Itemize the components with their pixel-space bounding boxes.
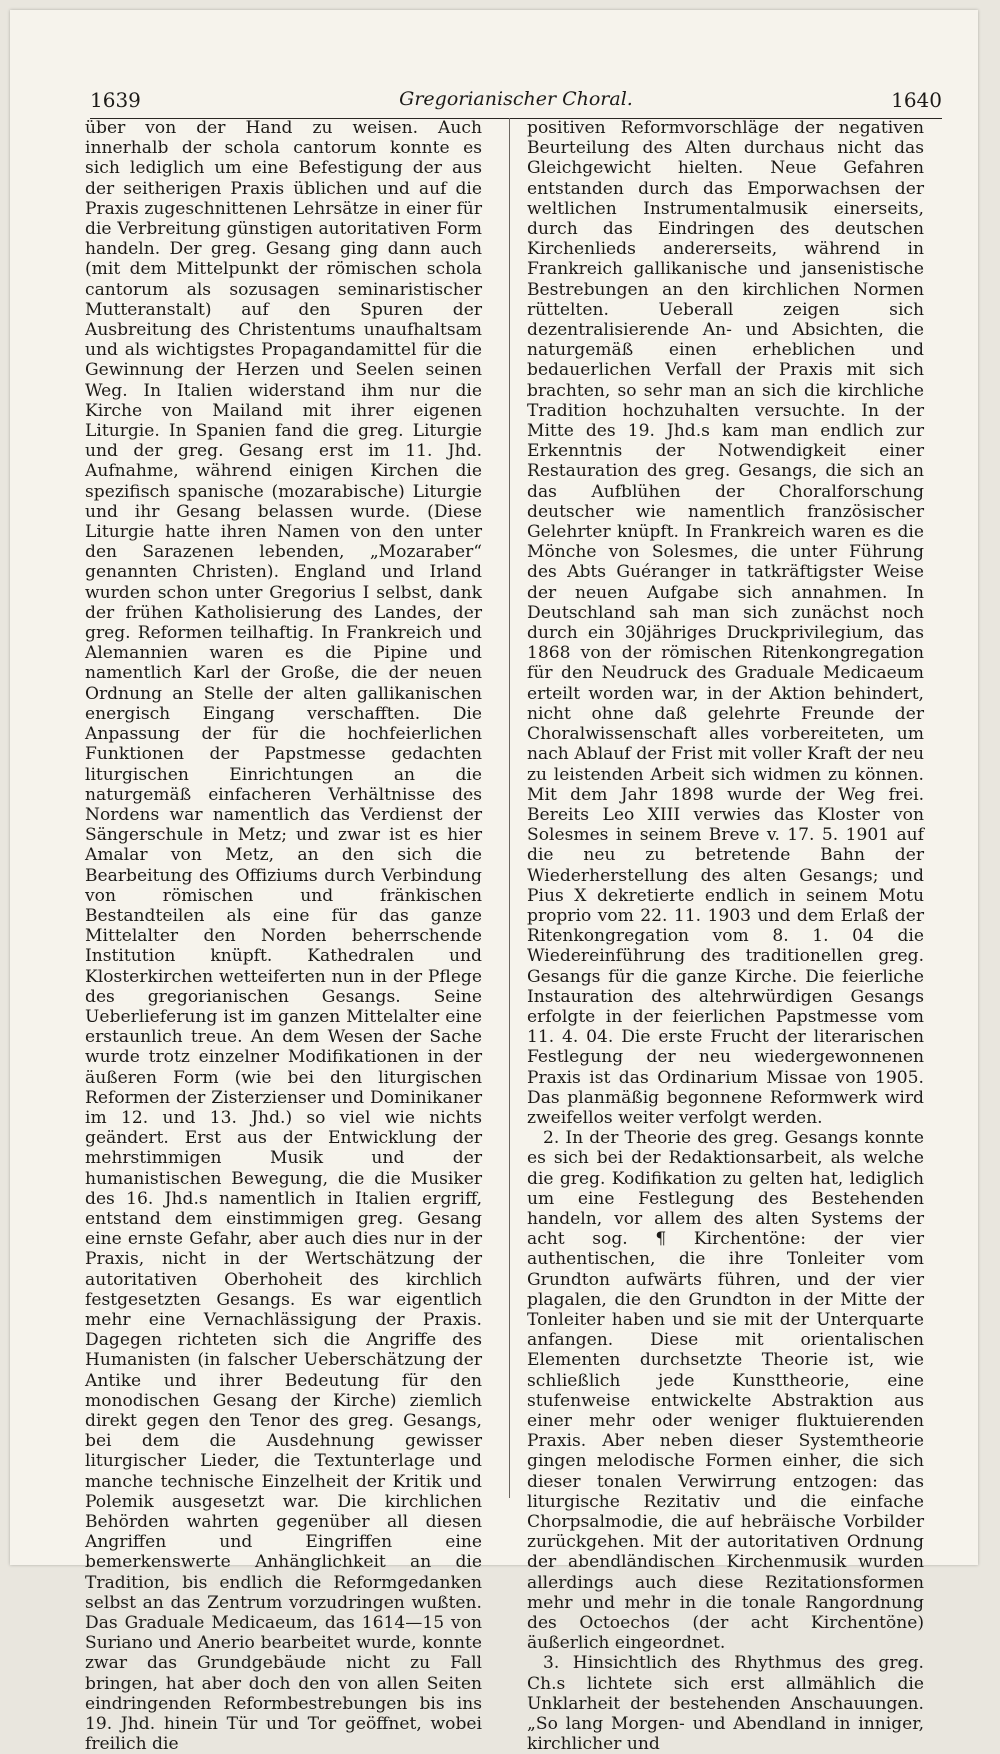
paragraph: positiven Reformvorschläge der negativen Beurteilung des Alten durchaus nicht das Gleichgewicht hielten. Neue Gefahren entstanden durch das Emporwachsen der weltlichen Instrumentalmusik einerseits, durch das Eindringen des deutschen Kirchenlieds andererseits, während in Frankreich gallikanische und jansenistische Bestrebungen an den kirchlichen Normen rüttelten. Ueberall zeigen sich dezentralisierende An- und Absichten, die naturgemäß einen erheblichen und bedauerlichen Verfall der Praxis mit sich brachten, so sehr man an sich die kirchliche Tradition hochzuhalten versuchte. In der Mitte des 19. Jhd.s kam man endlich zur Erkenntnis der Notwendigkeit einer Restauration des greg. Gesangs, die sich an das Aufblühen der Choralforschung deutscher wie namentlich französischer Gelehrter knüpft. In Frankreich waren es die Mönche von Solesmes, die unter Führung des Abts Guéranger in tatkräftigster Weise der neuen Aufgabe sich annahmen. In Deutschland sah man sich zunächst noch durch ein 30jähriges Druckprivilegium, das 1868 von der römischen Ritenkongregation für den Neudruck des Graduale Medicaeum erteilt worden war, in der Aktion behindert, nicht ohne daß gelehrte Freunde der Choralwissenschaft alles vorbereiteten, um nach Ablauf der Frist mit voller Kraft der neu zu leistenden Arbeit sich widmen zu können. Mit dem Jahr 1898 wurde der Weg frei. Bereits Leo XIII verwies das Kloster von Solesmes in seinem Breve v. 17. 5. 1901 auf die neu zu betretende Bahn der Wiederherstellung des alten Gesangs; und Pius X dekretierte endlich in seinem Motu proprio vom 22. 11. 1903 und dem Erlaß der Ritenkongregation vom 8. 1. 04 die Wiedereinführung des traditionellen greg. Gesangs für die ganze Kirche. Die feierliche Instauration des altehrwürdigen Gesangs erfolgte in der feierlichen Papstmesse vom 11. 4. 04. Die erste Frucht der literarischen Festlegung der neu wiedergewonnenen Praxis ist das Ordinarium Missae von 1905. Das planmäßig begonnene Reformwerk wird zweifellos weiter verfolgt werden. bbox=[527, 118, 924, 1128]
page-number-right: 1640 bbox=[891, 88, 942, 112]
paragraph: 2. In der Theorie des greg. Gesangs konnte es sich bei der Redaktionsarbeit, als welche die greg. Kodifikation zu gelten hat, lediglich um eine Festlegung des Bestehenden handeln, vor allem des alten Systems der acht sog. ¶ Kirchentöne: der vier authentischen, die ihre Tonleiter vom Grundton aufwärts führen, und der vier plagalen, die den Grundton in der Mitte der Tonleiter haben und sie mit der Unterquarte anfangen. Diese mit orientalischen Elementen durchsetzte Theorie ist, wie schließlich jede Kunsttheorie, eine stufenweise entwickelte Abstraktion aus einer mehr oder weniger fluktuierenden Praxis. Aber neben dieser Systemtheorie gingen melodische Formen einher, die sich dieser tonalen Verwirrung entzogen: das liturgische Rezitativ und die einfache Chorpsalmodie, die auf hebräische Vorbilder zurückgehen. Mit der autoritativen Ordnung der abendländischen Kirchenmusik wurden allerdings auch diese Rezitationsformen mehr und mehr in die tonale Rangordnung des Octoechos (der acht Kirchentöne) äußerlich eingeordnet. bbox=[527, 1128, 924, 1654]
page-header bbox=[90, 82, 942, 119]
left-text-column bbox=[85, 118, 482, 1754]
paragraph: 3. Hinsichtlich des Rhythmus des greg. Ch.s lichtete sich erst allmählich die Unklarheit der bestehenden Anschauungen. „So lang Morgen- und Abendland in inniger, kirchlicher und bbox=[527, 1653, 924, 1754]
paragraph: über von der Hand zu weisen. Auch innerhalb der schola cantorum konnte es sich lediglich um eine Befestigung der aus der seitherigen Praxis üblichen und auf die Praxis zugeschnittenen Lehrsätze in einer für die Verbreitung günstigen autoritativen Form handeln. Der greg. Gesang ging dann auch (mit dem Mittelpunkt der römischen schola cantorum als sozusagen seminaristischer Mutteranstalt) auf den Spuren der Ausbreitung des Christentums unaufhaltsam und als wichtigstes Propagandamittel für die Gewinnung der Herzen und Seelen seinen Weg. In Italien widerstand ihm nur die Kirche von Mailand mit ihrer eigenen Liturgie. In Spanien fand die greg. Liturgie und der greg. Gesang erst im 11. Jhd. Aufnahme, während einigen Kirchen die spezifisch spanische (mozarabische) Liturgie und ihr Gesang belassen wurde. (Diese Liturgie hatte ihren Namen von den unter den Sarazenen lebenden, „Mozaraber“ genannten Christen). England und Irland wurden schon unter Gregorius I selbst, dank der frühen Katholisierung des Landes, der greg. Reformen teilhaftig. In Frankreich und Alemannien waren es die Pipine und namentlich Karl der Große, die der neuen Ordnung an Stelle der alten gallikanischen energisch Eingang verschafften. Die Anpassung der für die hochfeierlichen Funktionen der Papstmesse gedachten liturgischen Einrichtungen an die naturgemäß einfacheren Verhältnisse des Nordens war namentlich das Verdienst der Sängerschule in Metz; und zwar ist es hier Amalar von Metz, an den sich die Bearbeitung des Offiziums durch Verbindung von römischen und fränkischen Bestandteilen als eine für das ganze Mittelalter den Norden beherrschende Institution knüpft. Kathedralen und Klosterkirchen wetteiferten nun in der Pflege des gregorianischen Gesangs. Seine Ueberlieferung ist im ganzen Mittelalter eine erstaunlich treue. An dem Wesen der Sache wurde trotz einzelner Modifikationen in der äußeren Form (wie bei den liturgischen Reformen der Zisterzienser und Dominikaner im 12. und 13. Jhd.) so viel wie nichts geändert. Erst aus der Entwicklung der mehrstimmigen Musik und der humanistischen Bewegung, die die Musiker des 16. Jhd.s namentlich in Italien ergriff, entstand dem einstimmigen greg. Gesang eine ernste Gefahr, aber auch dies nur in der Praxis, nicht in der Wertschätzung der autoritativen Oberhoheit des kirchlich festgesetzten Gesangs. Es war eigentlich mehr eine Vernachlässigung der Praxis. Dagegen richteten sich die Angriffe des Humanisten (in falscher Ueberschätzung der Antike und ihrer Bedeutung für den monodischen Gesang der Kirche) ziemlich direkt gegen den Tenor des greg. Gesangs, bei dem die Ausdehnung gewisser liturgischer Lieder, die Textunterlage und manche technische Einzelheit der Kritik und Polemik ausgesetzt war. Die kirchlichen Behörden wahrten gegenüber all diesen Angriffen und Eingriffen eine bemerkenswerte Anhänglichkeit an die Tradition, bis endlich die Reformgedanken selbst an das Zentrum vorzudringen wußten. Das Graduale Medicaeum, das 1614—15 von Suriano und Anerio bearbeitet wurde, konnte zwar das Grundgebäude nicht zu Fall bringen, hat aber doch den von allen Seiten eindringenden Reformbestrebungen bis ins 19. Jhd. hinein Tür und Tor geöffnet, wobei freilich die bbox=[85, 118, 482, 1754]
page-number-left: 1639 bbox=[90, 88, 141, 112]
running-title: Gregorianischer Choral. bbox=[399, 88, 633, 110]
right-text-column bbox=[527, 118, 924, 1754]
column-divider bbox=[509, 118, 510, 1498]
